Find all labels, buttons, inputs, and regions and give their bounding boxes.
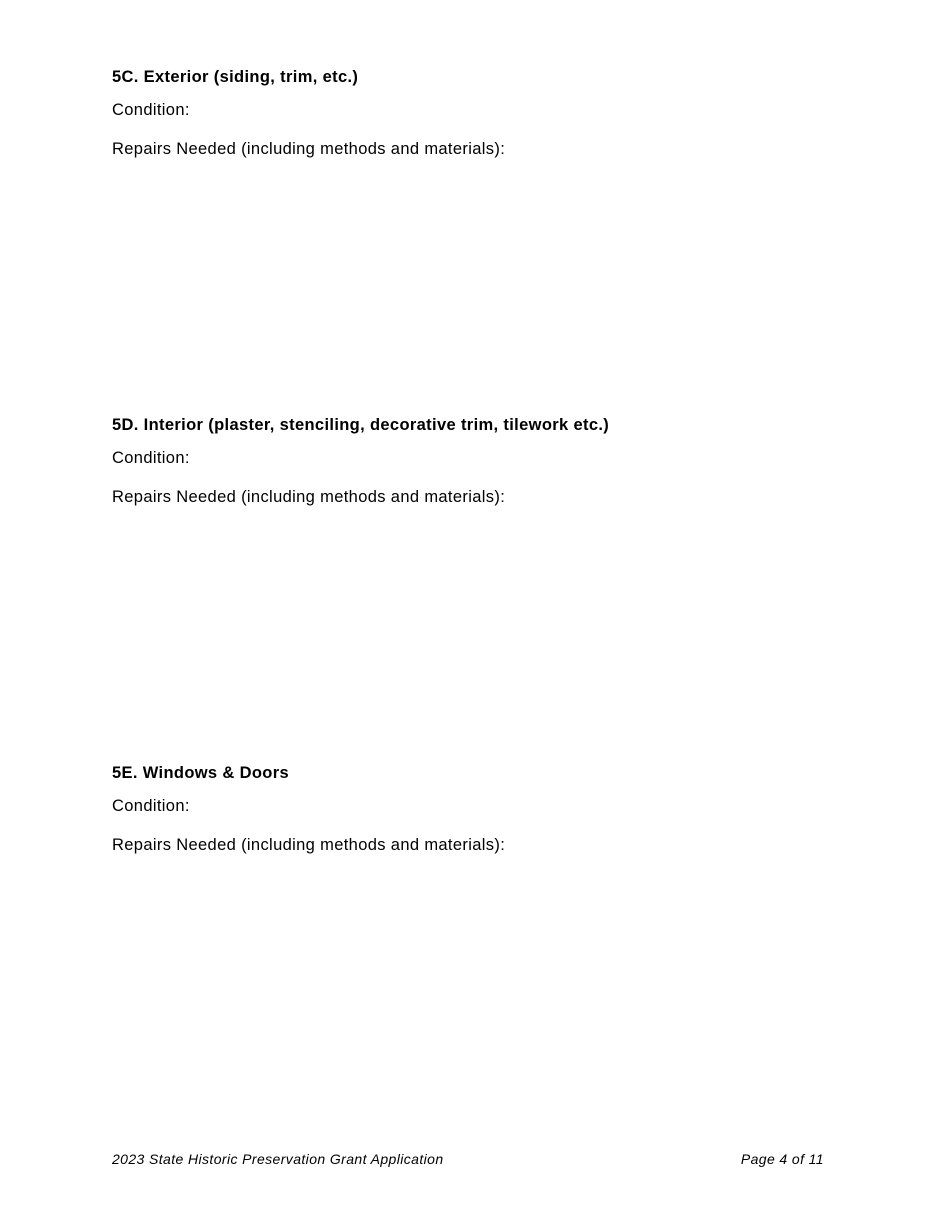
section-heading: 5E. Windows & Doors: [112, 764, 290, 782]
condition-label: Condition:: [112, 449, 190, 467]
repairs-answer-area: [112, 855, 832, 1055]
repairs-answer-area: [112, 507, 832, 707]
repairs-needed-label: Repairs Needed (including methods and materials):: [112, 836, 506, 854]
condition-label: Condition:: [112, 101, 190, 119]
condition-label: Condition:: [112, 797, 190, 815]
footer-page-number: Page 4 of 11: [740, 1151, 824, 1167]
section-5d-interior: [112, 415, 832, 707]
section-5c-exterior: [112, 67, 832, 359]
section-heading: 5D. Interior (plaster, stenciling, decorative trim, tilework etc.): [112, 416, 610, 434]
section-heading: 5C. Exterior (siding, trim, etc.): [112, 68, 359, 86]
repairs-answer-area: [112, 159, 832, 359]
repairs-needed-label: Repairs Needed (including methods and materials):: [112, 488, 506, 506]
page-footer: [112, 1151, 824, 1167]
repairs-needed-label: Repairs Needed (including methods and materials):: [112, 140, 506, 158]
section-5e-windows-doors: [112, 763, 832, 1055]
footer-document-title: 2023 State Historic Preservation Grant Application: [112, 1151, 444, 1167]
